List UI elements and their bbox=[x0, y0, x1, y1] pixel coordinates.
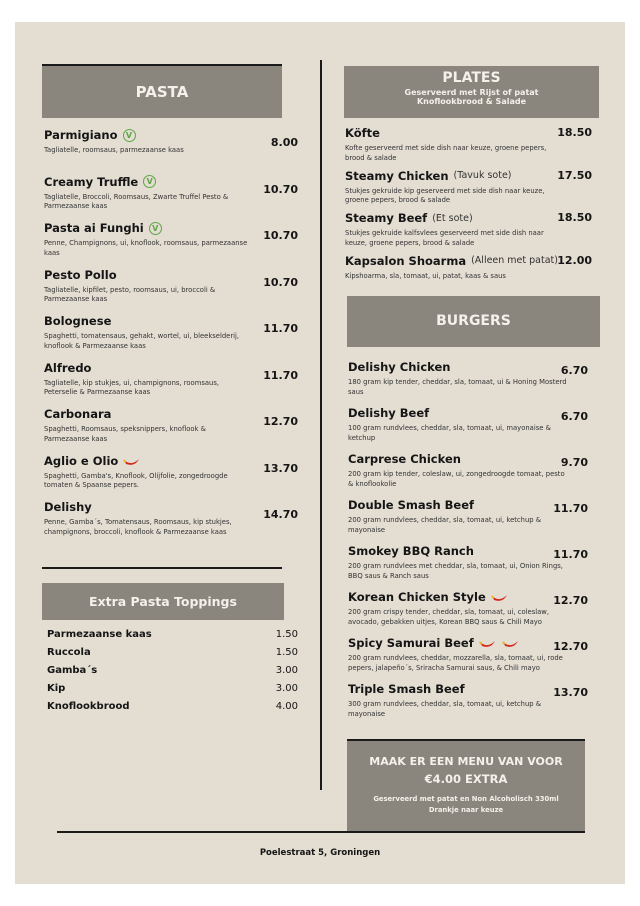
footer-address: Poelestraat 5, Groningen bbox=[259, 848, 381, 858]
menu-item bbox=[44, 268, 298, 315]
item-description: Stukjes gekruide kip geserveerd met side dish naar keuze, groene pepers, brood & salade bbox=[345, 186, 545, 204]
item-name: Aglio e Olio bbox=[44, 453, 119, 468]
item-price: 12.70 bbox=[553, 594, 588, 607]
burgers-header: BURGERS bbox=[347, 296, 600, 347]
item-name: Delishy Chicken bbox=[348, 360, 451, 374]
item-subtitle: (Alleen met patat) bbox=[471, 255, 558, 266]
item-name-row bbox=[44, 361, 298, 375]
item-subtitle: (Et sote) bbox=[432, 212, 473, 224]
topping-row bbox=[47, 661, 298, 679]
item-name: Carprese Chicken bbox=[348, 452, 461, 466]
menu-item bbox=[348, 682, 588, 728]
item-description: 200 gram rundvlees met cheddar, sla, tomaat, ui, Onion Rings, BBQ saus & Ranch saus bbox=[348, 562, 563, 580]
item-name-row bbox=[348, 406, 588, 420]
menu-item bbox=[348, 498, 588, 544]
item-name-row bbox=[44, 407, 298, 421]
menu-item bbox=[44, 175, 298, 222]
vegan-icon: V bbox=[123, 129, 136, 142]
item-name: Delishy bbox=[44, 500, 92, 514]
item-description: 180 gram kip tender, cheddar, sla, tomaat, ui & Honing Mosterd saus bbox=[348, 378, 567, 396]
item-name-row bbox=[44, 221, 298, 235]
plates-list bbox=[345, 126, 592, 296]
plates-title: PLATES bbox=[442, 70, 501, 86]
menu-item bbox=[44, 361, 298, 408]
item-description: Stukjes gekruide kalfsvlees geserveerd met side dish naar keuze, groene pepers, brood & salade bbox=[345, 229, 544, 247]
item-name-row bbox=[345, 211, 592, 225]
menu-item bbox=[44, 407, 298, 454]
chili-pepper-icon bbox=[123, 456, 141, 466]
item-description: Kipshoarma, sla, tomaat, ui, patat, kaas & saus bbox=[345, 271, 506, 280]
pasta-list bbox=[44, 128, 298, 547]
item-price: 18.50 bbox=[557, 211, 592, 224]
item-description: Tagliatelle, kip stukjes, ui, champignons, roomsaus, Peterselie & Parmezaanse kaas bbox=[44, 378, 220, 396]
item-price: 11.70 bbox=[263, 368, 298, 382]
item-price: 10.70 bbox=[263, 182, 298, 196]
chili-pepper-icon bbox=[479, 638, 497, 648]
item-subtitle: (Tavuk sote) bbox=[453, 170, 512, 181]
item-name: Double Smash Beef bbox=[348, 498, 475, 512]
item-price: 12.00 bbox=[557, 253, 592, 267]
item-description: Kofte geserveerd met side dish naar keuze, groene pepers, brood & salade bbox=[345, 144, 547, 162]
topping-price: 4.00 bbox=[275, 700, 298, 712]
topping-name: Kip bbox=[47, 682, 66, 694]
topping-row bbox=[47, 679, 298, 697]
menu-item bbox=[348, 406, 588, 452]
item-description: 200 gram rundvlees, cheddar, sla, tomaat, ui, ketchup & mayonaise bbox=[348, 516, 542, 534]
item-price: 8.00 bbox=[270, 136, 298, 149]
topping-row bbox=[47, 697, 298, 715]
item-price: 18.50 bbox=[557, 126, 592, 139]
topping-row bbox=[47, 643, 298, 661]
menu-item bbox=[44, 314, 298, 361]
item-name: Steamy Chicken bbox=[345, 168, 449, 183]
menu-item bbox=[348, 452, 588, 498]
item-name-row bbox=[44, 128, 298, 142]
chili-pepper-icon bbox=[491, 592, 509, 602]
item-name-row bbox=[345, 126, 592, 140]
item-price: 6.70 bbox=[560, 364, 588, 377]
item-name-row bbox=[348, 682, 588, 696]
item-name-row bbox=[348, 360, 588, 374]
item-name-row bbox=[348, 590, 588, 604]
menu-item bbox=[348, 544, 588, 590]
item-price: 13.70 bbox=[553, 686, 588, 699]
item-description: Spaghetti, tomatensaus, gehakt, wortel, ui, bleekselderij, knoflook & Parmezaanse kaas bbox=[44, 332, 240, 350]
bottom-line bbox=[57, 831, 585, 833]
item-description: Tagliatelle, roomsaus, parmezaanse kaas bbox=[44, 146, 184, 154]
item-name: Kapsalon Shoarma bbox=[345, 253, 467, 268]
item-name: Korean Chicken Style bbox=[348, 590, 486, 604]
menu-offer-title-1: MAAK ER EEN MENU VAN VOOR bbox=[369, 755, 563, 768]
topping-price: 1.50 bbox=[275, 628, 298, 640]
item-description: Tagliatelle, kipfilet, pesto, roomsaus, ui, broccoli & Parmezaanse kaas bbox=[44, 285, 216, 303]
item-price: 10.70 bbox=[263, 229, 298, 242]
plates-header bbox=[344, 66, 599, 118]
topping-price: 3.00 bbox=[275, 664, 298, 676]
vegan-icon: V bbox=[143, 175, 156, 188]
item-price: 9.70 bbox=[560, 456, 588, 469]
item-name: Parmigiano bbox=[44, 128, 118, 142]
item-name: Pasta ai Funghi bbox=[44, 221, 144, 235]
item-name-row bbox=[348, 636, 588, 650]
item-description: 300 gram rundvlees, cheddar, sla, tomaat, ui, ketchup & mayonaise bbox=[348, 700, 542, 718]
menu-item bbox=[348, 360, 588, 406]
pasta-divider bbox=[42, 567, 282, 569]
item-name: Alfredo bbox=[44, 360, 92, 375]
item-name-row bbox=[348, 452, 588, 466]
pasta-header: PASTA bbox=[42, 66, 282, 118]
item-name: Steamy Beef bbox=[345, 211, 428, 225]
item-name-row bbox=[44, 175, 298, 189]
item-name-row bbox=[345, 169, 592, 183]
column-divider bbox=[320, 60, 322, 790]
item-name-row bbox=[348, 498, 588, 512]
item-price: 14.70 bbox=[263, 508, 298, 521]
menu-item bbox=[44, 500, 298, 547]
item-name-row bbox=[44, 314, 298, 328]
item-description: Spaghetti, Gamba's, Knoflook, Olijfolie, zongedroogde tomaten & Spaanse pepers. bbox=[44, 471, 228, 489]
topping-name: Gamba´s bbox=[47, 664, 98, 676]
menu-item bbox=[345, 126, 592, 169]
item-description: Penne, Gamba´s, Tomatensaus, Roomsaus, kip stukjes, champignons, broccoli, knoflook & Parmezaanse kaas bbox=[44, 518, 232, 536]
item-description: 200 gram crispy tender, cheddar, sla, tomaat, ui, coleslaw, avocado, gebakken uitjes, Korean BBQ saus & Chili Mayo bbox=[348, 608, 550, 626]
item-price: 11.70 bbox=[263, 322, 298, 335]
item-name: Köfte bbox=[345, 126, 380, 140]
menu-item bbox=[345, 254, 592, 297]
burgers-list bbox=[348, 360, 588, 728]
item-price: 11.70 bbox=[553, 502, 588, 515]
chili-pepper-icon bbox=[502, 638, 520, 648]
item-name-row bbox=[345, 254, 592, 268]
item-description: 100 gram rundvlees, cheddar, sla, tomaat, ui, mayonaise & ketchup bbox=[348, 424, 551, 442]
item-name: Creamy Truffle bbox=[44, 174, 139, 189]
item-description: Tagliatelle, Broccoli, Roomsaus, Zwarte Truffel Pesto & Parmezaanse kaas bbox=[44, 192, 229, 210]
item-name-row bbox=[44, 454, 298, 468]
toppings-header: Extra Pasta Toppings bbox=[42, 583, 284, 620]
item-name-row bbox=[44, 500, 298, 514]
menu-offer-desc-1: Geserveerd met patat en Non Alcoholisch 330ml bbox=[373, 795, 559, 803]
topping-name: Ruccola bbox=[47, 646, 91, 658]
item-name-row bbox=[44, 268, 298, 282]
item-name: Triple Smash Beef bbox=[348, 682, 465, 696]
item-name-row bbox=[348, 544, 588, 558]
menu-item bbox=[345, 169, 592, 212]
item-name: Delishy Beef bbox=[348, 406, 430, 420]
menu-offer-title-2: €4.00 EXTRA bbox=[424, 772, 508, 786]
item-price: 10.70 bbox=[263, 275, 298, 289]
item-description: Penne, Champignons, ui, knoflook, roomsaus, parmezaanse kaas bbox=[44, 239, 248, 257]
topping-name: Knoflookbrood bbox=[47, 700, 130, 712]
vegan-icon: V bbox=[149, 222, 162, 235]
item-description: Spaghetti, Roomsaus, speksnippers, knoflook & Parmezaanse kaas bbox=[44, 425, 206, 443]
item-price: 11.70 bbox=[553, 548, 588, 561]
menu-offer-desc-2: Drankje naar keuze bbox=[428, 806, 504, 814]
item-name: Carbonara bbox=[44, 407, 112, 421]
topping-price: 1.50 bbox=[275, 646, 298, 658]
item-price: 12.70 bbox=[263, 415, 298, 428]
menu-item bbox=[348, 636, 588, 682]
menu-item bbox=[345, 211, 592, 254]
topping-row bbox=[47, 625, 298, 643]
plates-subtitle-1: Geserveerd met Rijst of patat bbox=[404, 88, 539, 97]
item-price: 12.70 bbox=[553, 640, 588, 653]
item-name: Spicy Samurai Beef bbox=[348, 636, 474, 650]
menu-offer-box bbox=[347, 741, 585, 831]
menu-item bbox=[44, 454, 298, 501]
item-price: 13.70 bbox=[263, 461, 298, 475]
item-name: Pesto Pollo bbox=[44, 267, 117, 282]
item-price: 6.70 bbox=[560, 410, 588, 423]
item-price: 17.50 bbox=[557, 168, 592, 182]
item-description: 200 gram rundvlees, cheddar, mozzarella, sla, tomaat, ui, rode pepers, jalapeño´s, Sriracha Samurai saus, & Chili mayo bbox=[348, 654, 563, 672]
plates-subtitle-2: Knoflookbrood & Salade bbox=[416, 97, 527, 106]
menu-item bbox=[44, 128, 298, 175]
toppings-list bbox=[47, 625, 298, 715]
topping-price: 3.00 bbox=[275, 682, 298, 694]
item-name: Bolognese bbox=[44, 314, 112, 328]
menu-item bbox=[44, 221, 298, 268]
menu-item bbox=[348, 590, 588, 636]
topping-name: Parmezaanse kaas bbox=[47, 628, 152, 640]
item-name: Smokey BBQ Ranch bbox=[348, 544, 474, 558]
item-description: 200 gram kip tender, coleslaw, ui, zongedroogde tomaat, pesto & knoflookolie bbox=[348, 470, 565, 488]
